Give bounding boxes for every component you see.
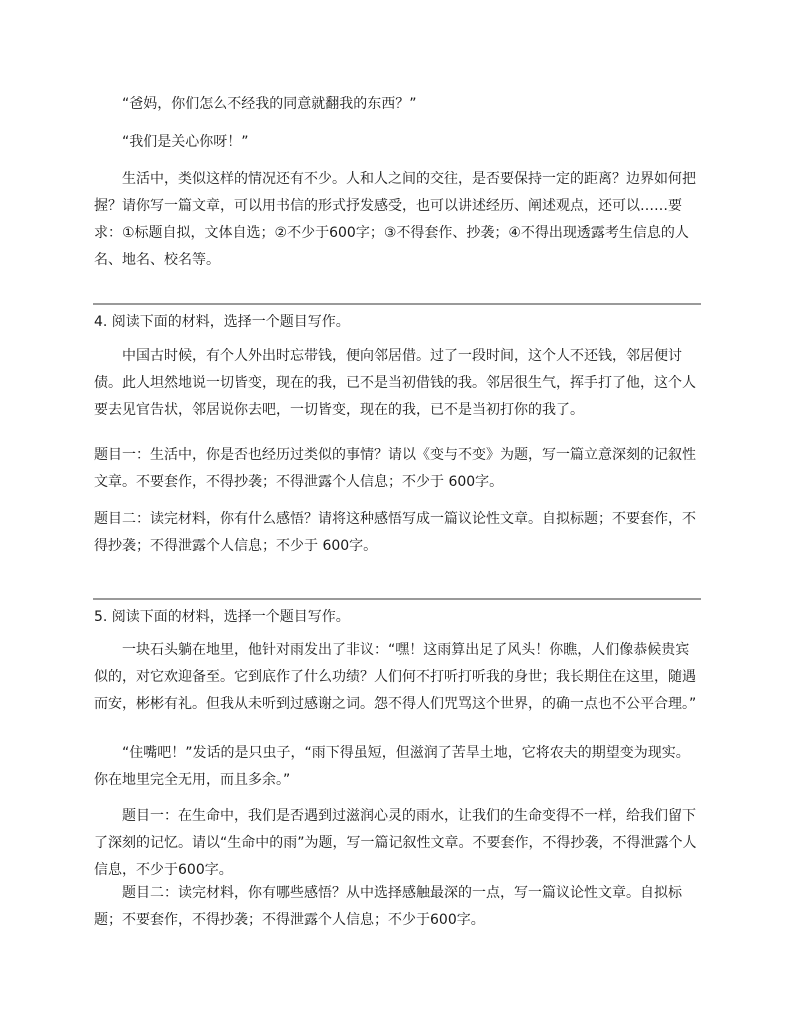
question-5-topic-1: 题目一：在生命中，我们是否遇到过滋润心灵的雨水，让我们的生命变得不一样，给我们留下了深刻的记忆。请以“生命中的雨”为题，写一篇记叙性文章。不要套作，不得抄袭，不得泄露个人信息，不少于600字。 — [94, 808, 697, 878]
section-divider — [93, 303, 701, 305]
section-divider — [93, 598, 701, 600]
question-5-heading: 5. 阅读下面的材料，选择一个题目写作。 — [94, 609, 350, 625]
question-5-material-2: “住嘴吧！”发话的是只虫子，“雨下得虽短，但滋润了苦旱土地，它将农夫的期望变为现实。你在地里完全无用，而且多余。” — [94, 745, 690, 788]
dialog-line-1: “爸妈，你们怎么不经我的同意就翻我的东西？” — [122, 96, 417, 112]
question-4-material: 中国古时候，有个人外出时忘带钱，便向邻居借。过了一段时间，这个人不还钱，邻居便讨债。此人坦然地说一切皆变，现在的我，已不是当初借钱的我。邻居很生气，挥手打了他，这个人要去见官告状，邻居说你去吧，一切皆变，现在的我，已不是当初打你的我了。 — [94, 348, 696, 418]
question-5-topic-2: 题目二：读完材料，你有哪些感悟？从中选择感触最深的一点，写一篇议论性文章。自拟标题；不要套作，不得抄袭；不得泄露个人信息；不少于600字。 — [94, 885, 682, 928]
question-4-topic-1: 题目一：生活中，你是否也经历过类似的事情？请以《变与不变》为题，写一篇立意深刻的记叙性文章。不要套作，不得抄袭；不得泄露个人信息；不少于 600字。 — [94, 447, 696, 490]
question-5-material-1: 一块石头躺在地里，他针对雨发出了非议：“嘿！这雨算出足了风头！你瞧，人们像恭候贵宾似的，对它欢迎备至。它到底作了什么功绩？人们何不打听打听我的身世；我长期住在这里，随遇而安，彬彬有礼。但我从未听到过感谢之词。怨不得人们咒骂这个世界，的确一点也不公平合理。” — [94, 642, 697, 712]
essay-prompt-paragraph: 生活中，类似这样的情况还有不少。人和人之间的交往，是否要保持一定的距离？边界如何把握？请你写一篇文章，可以用书信的形式抒发感受，也可以讲述经历、阐述观点，还可以……要求：①标题自拟，文体自选；②不少于600字；③不得套作、抄袭；④不得出现透露考生信息的人名、地名、校名等。 — [94, 171, 696, 268]
question-4-topic-2: 题目二：读完材料，你有什么感悟？请将这种感悟写成一篇议论性文章。自拟标题；不要套作，不得抄袭；不得泄露个人信息；不少于 600字。 — [94, 511, 696, 554]
dialog-line-2: “我们是关心你呀！” — [122, 134, 249, 150]
question-4-heading: 4. 阅读下面的材料，选择一个题目写作。 — [94, 314, 350, 330]
